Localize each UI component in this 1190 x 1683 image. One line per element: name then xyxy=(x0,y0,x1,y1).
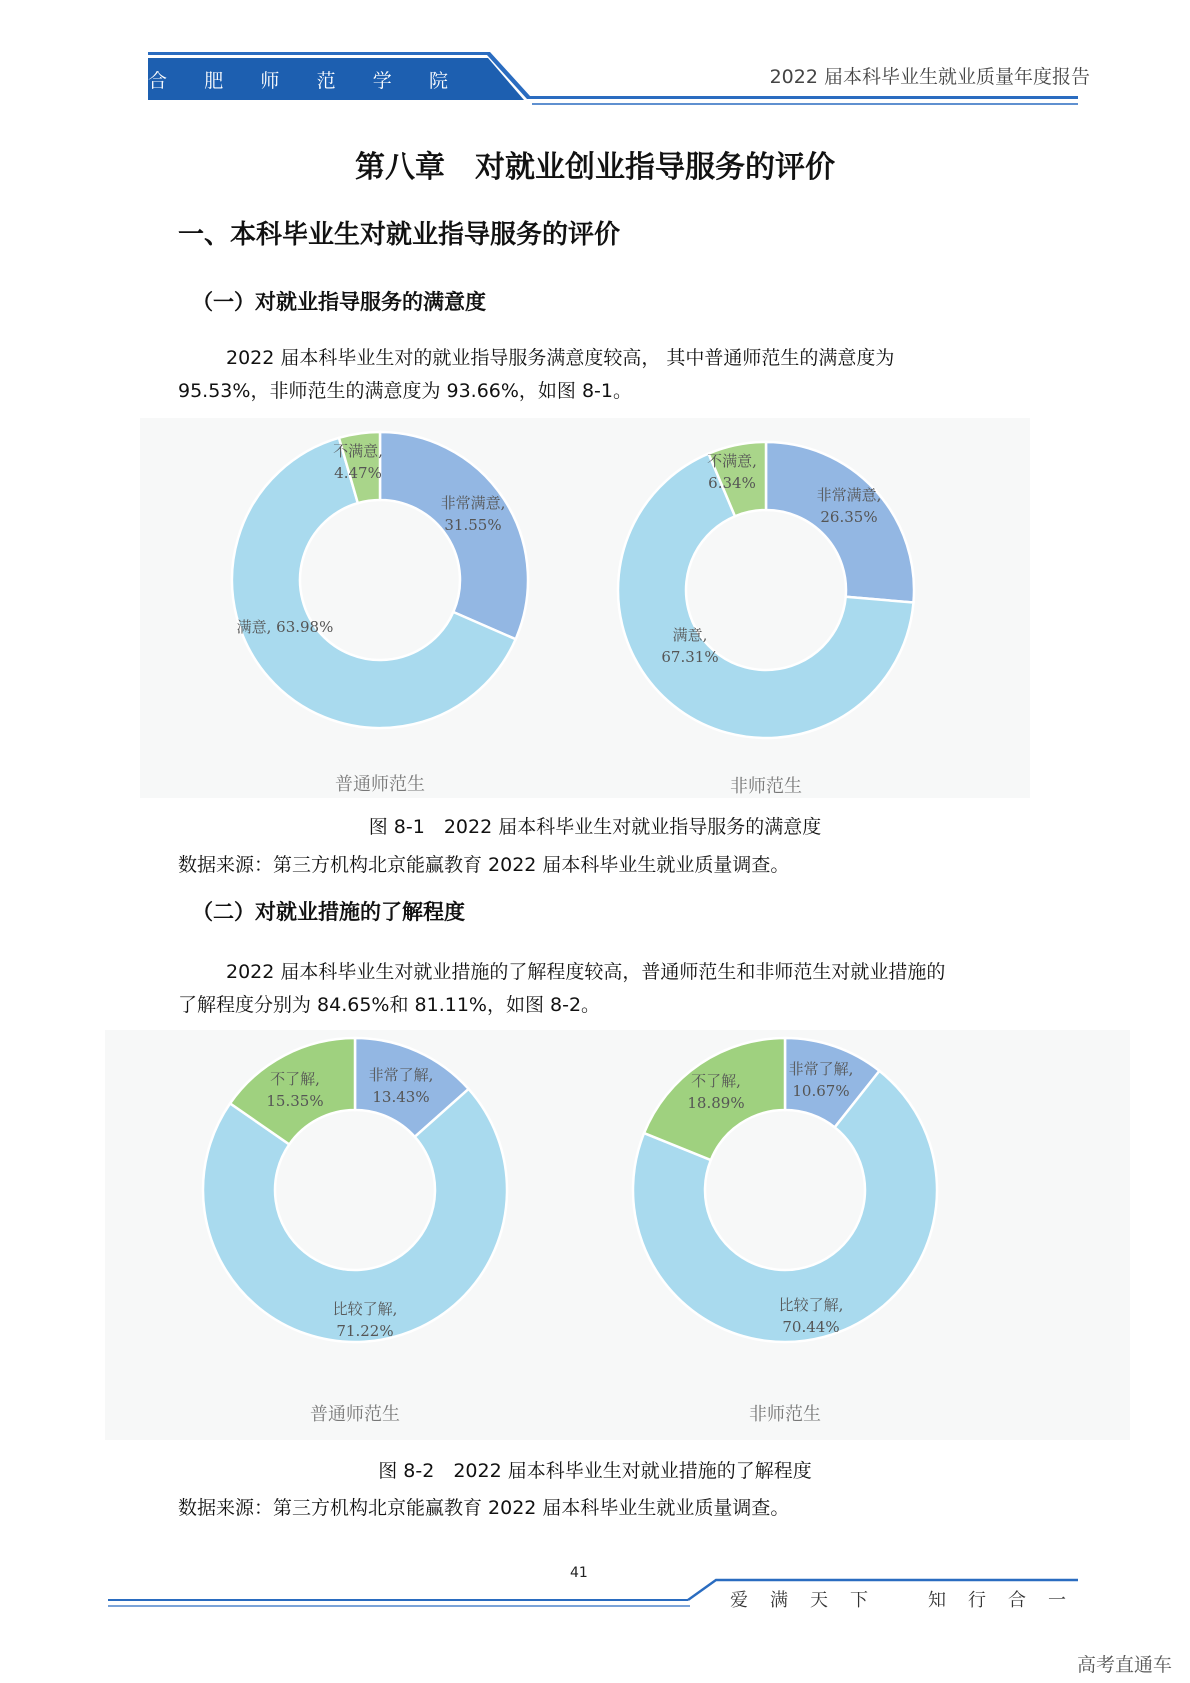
paragraph-line: 95.53%，非师范生的满意度为 93.66%，如图 8-1。 xyxy=(178,380,633,402)
slice-label: 非常了解, xyxy=(788,1060,854,1078)
school-char: 合 xyxy=(148,70,168,92)
school-char: 学 xyxy=(372,70,392,92)
school-char: 院 xyxy=(428,70,448,92)
header-banner xyxy=(0,0,1190,120)
slice-value: 13.43% xyxy=(372,1088,430,1106)
school-char: 师 xyxy=(260,70,280,92)
figure-8-2 xyxy=(105,1030,1130,1440)
school-char: 肥 xyxy=(204,70,224,92)
slice-value: 70.44% xyxy=(782,1318,840,1336)
report-title: 2022 届本科毕业生就业质量年度报告 xyxy=(769,66,1090,88)
page-number: 41 xyxy=(570,1565,588,1581)
school-name xyxy=(148,66,448,93)
figure-8-1-caption: 图 8-1 2022 届本科毕业生对就业指导服务的满意度 xyxy=(368,816,822,838)
slice-label: 不了解, xyxy=(270,1070,320,1088)
figure-8-2-source: 数据来源：第三方机构北京能赢教育 2022 届本科毕业生就业质量调查。 xyxy=(178,1497,790,1519)
donut-slice-0-0 xyxy=(380,432,528,639)
slice-value: 15.35% xyxy=(266,1092,324,1110)
slice-label: 非常满意, xyxy=(816,486,882,504)
school-char: 范 xyxy=(316,70,336,92)
slice-value: 67.31% xyxy=(661,648,719,666)
figure-8-1-svg xyxy=(140,418,1030,798)
slice-label: 不满意, xyxy=(707,452,757,470)
motto-left: 爱满天下 xyxy=(730,1590,890,1611)
watermark: 高考直通车 xyxy=(1076,1654,1172,1676)
figure-8-1 xyxy=(140,418,1030,798)
chapter-title: 第八章 对就业创业指导服务的评价 xyxy=(355,150,835,185)
figure-8-2-svg xyxy=(105,1030,1130,1440)
donut-subtitle: 非师范生 xyxy=(730,776,802,797)
slice-value: 71.22% xyxy=(336,1322,394,1340)
slice-value: 6.34% xyxy=(708,474,756,492)
paragraph-2 xyxy=(178,956,1018,1022)
slice-label: 不满意, xyxy=(333,442,383,460)
slice-label: 不了解, xyxy=(691,1072,741,1090)
slice-label: 比较了解, xyxy=(332,1300,398,1318)
slice-value: 4.47% xyxy=(334,464,382,482)
figure-8-2-caption: 图 8-2 2022 届本科毕业生对就业措施的了解程度 xyxy=(378,1460,812,1482)
paragraph-line: 2022 届本科毕业生对的就业指导服务满意度较高， 其中普通师范生的满意度为 xyxy=(226,347,895,369)
donut-subtitle: 普通师范生 xyxy=(310,1404,400,1425)
paragraph-line: 2022 届本科毕业生对就业措施的了解程度较高，普通师范生和非师范生对就业措施的 xyxy=(226,961,946,983)
motto-right: 知行合一 xyxy=(928,1590,1088,1611)
slice-value: 26.35% xyxy=(820,508,878,526)
slice-label: 非常满意, xyxy=(440,494,506,512)
subsection-title-2: （二）对就业措施的了解程度 xyxy=(192,900,465,924)
slice-label: 非常了解, xyxy=(368,1066,434,1084)
donut-subtitle: 普通师范生 xyxy=(335,774,425,795)
paragraph-line: 了解程度分别为 84.65%和 81.11%，如图 8-2。 xyxy=(178,994,601,1016)
slice-label: 满意, xyxy=(672,626,708,644)
section-title: 一、本科毕业生对就业指导服务的评价 xyxy=(178,220,621,250)
paragraph-1 xyxy=(178,342,1018,408)
slice-value: 18.89% xyxy=(687,1094,745,1112)
slice-value: 10.67% xyxy=(792,1082,850,1100)
slice-label: 满意, 63.98% xyxy=(236,618,334,636)
donut-subtitle: 非师范生 xyxy=(749,1404,821,1425)
slice-value: 31.55% xyxy=(444,516,502,534)
slice-label: 比较了解, xyxy=(778,1296,844,1314)
subsection-title-1: （一）对就业指导服务的满意度 xyxy=(192,290,486,314)
figure-8-1-source: 数据来源：第三方机构北京能赢教育 2022 届本科毕业生就业质量调查。 xyxy=(178,854,790,876)
